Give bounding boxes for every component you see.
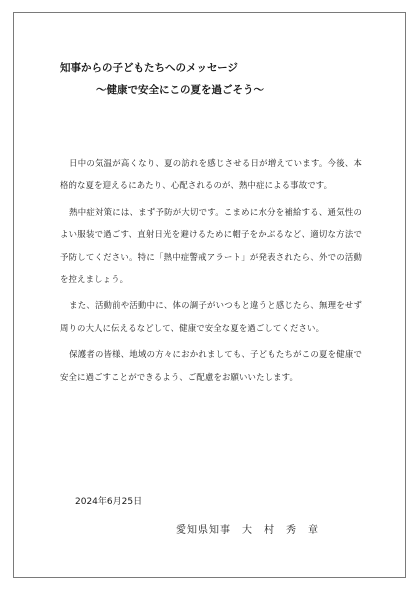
paragraph-1 — [60, 152, 362, 197]
message-body — [60, 152, 362, 392]
paragraph-2 — [60, 201, 362, 291]
governor-signature: 愛知県知事 大 村 秀 章 — [176, 525, 319, 536]
paragraph-4-text: 保護者の皆様、地域の方々におかれましても、子どもたちがこの夏を健康で安全に過ごすことができるよう、ご配慮をお願いいたします。 — [60, 349, 362, 382]
title-block — [60, 60, 360, 98]
paragraph-3-text: また、活動前や活動中に、体の調子がいつもと違うと感じたら、無理をせず周りの大人に伝えるなどして、健康で安全な夏を過ごしてください。 — [60, 300, 362, 333]
issue-date: 2024年6月25日 — [75, 497, 143, 507]
paragraph-3 — [60, 294, 362, 339]
paragraph-2-text: 熱中症対策には、まず予防が大切です。こまめに水分を補給する、通気性のよい服装で過ごす、直射日光を避けるために帽子をかぶるなど、適切な方法で予防してください。特に「熱中症警戒アラート」が発表されたら、外での活動を控えましょう。 — [60, 206, 362, 285]
page-title: 知事からの子どもたちへのメッセージ — [60, 62, 238, 74]
page-subtitle: ～健康で安全にこの夏を過ごそう～ — [96, 84, 264, 96]
paragraph-1-text: 日中の気温が高くなり、夏の訪れを感じさせる日が増えています。今後、本格的な夏を迎えるにあたり、心配されるのが、熱中症による事故です。 — [60, 158, 362, 191]
paragraph-4 — [60, 343, 362, 388]
